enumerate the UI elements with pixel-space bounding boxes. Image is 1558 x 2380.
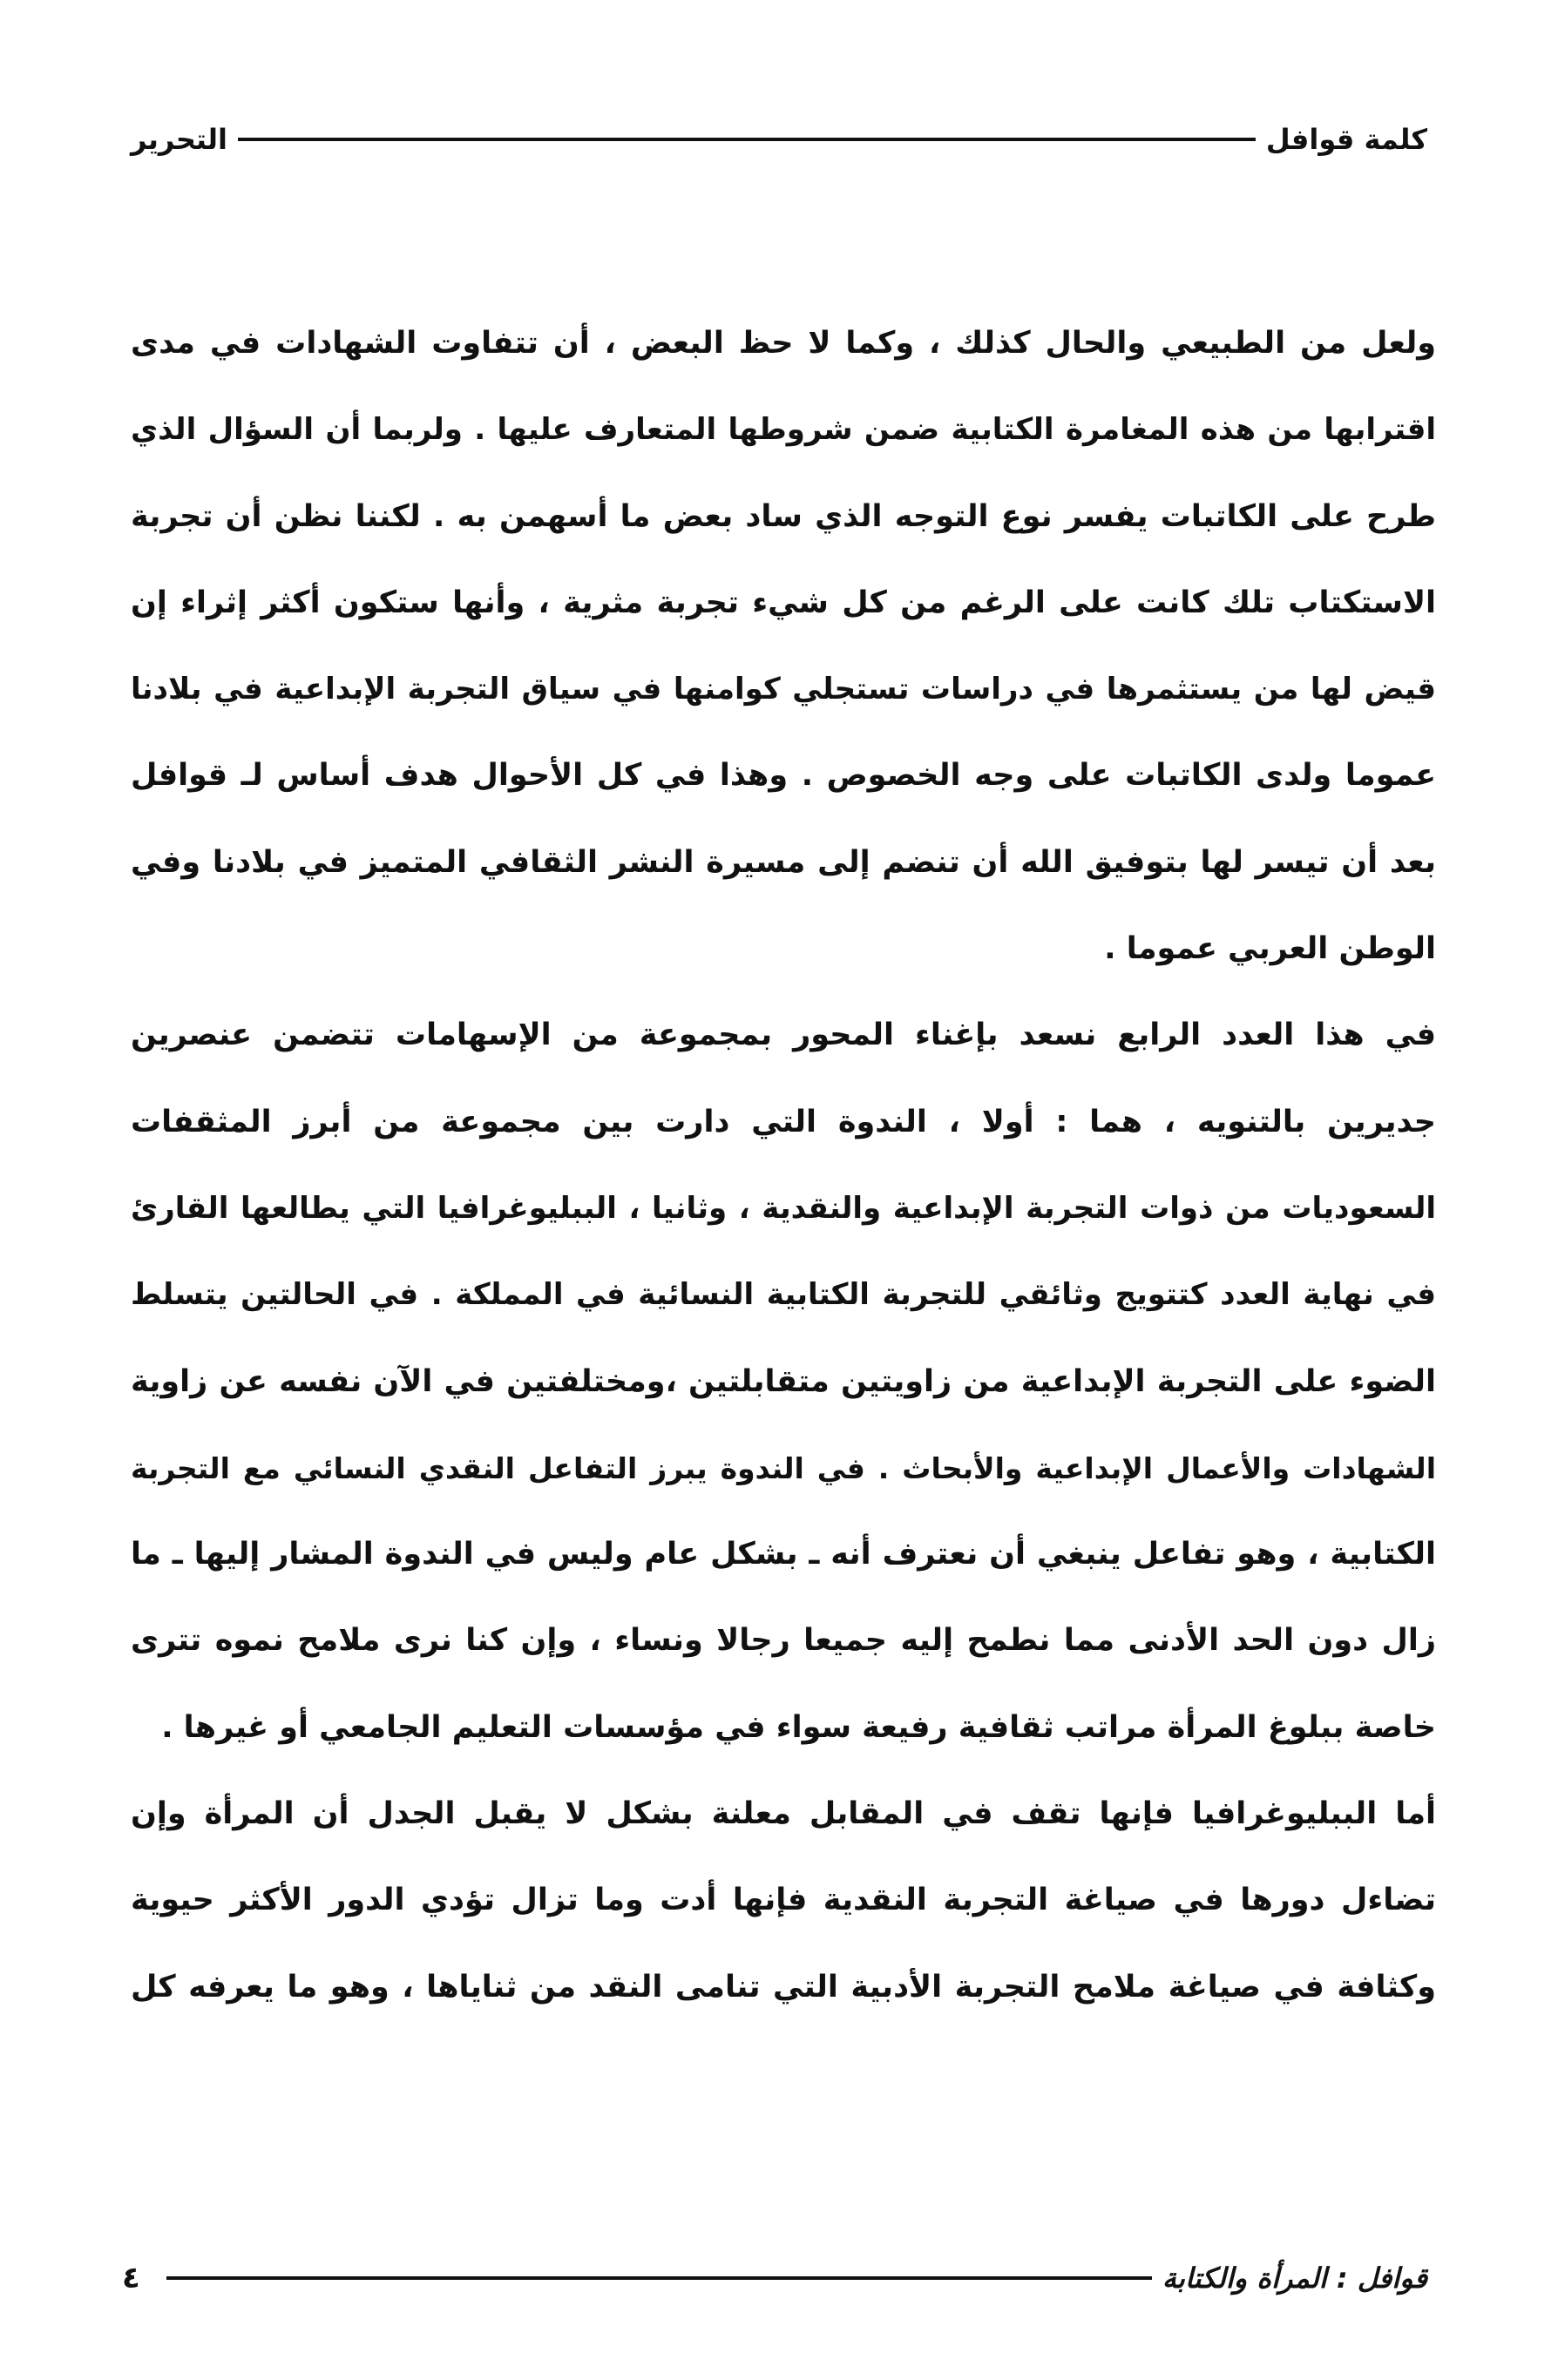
footer-journal-title: قوافل : المرأة والكتابة — [1162, 2262, 1427, 2295]
text-line: في نهاية العدد كتتويج وثائقي للتجربة الكتابية النسائية في المملكة . في الحالتين يتسلط — [131, 1277, 1436, 1313]
text-line-paragraph-end: خاصة ببلوغ المرأة مراتب ثقافية رفيعة سواء في مؤسسات التعليم الجامعي أو غيرها . — [161, 1709, 1436, 1745]
text-line: ولعل من الطبيعي والحال كذلك ، وكما لا حظ البعض ، أن تتفاوت الشهادات في مدى — [131, 326, 1436, 361]
running-footer — [122, 2252, 1427, 2304]
text-line: الضوء على التجربة الإبداعية من زاويتين متقابلتين ،ومختلفتين في الآن نفسه عن زاوية — [131, 1363, 1436, 1399]
text-line: الاستكتاب تلك كانت على الرغم من كل شيء تجربة مثرية ، وأنها ستكون أكثر إثراء إن — [131, 585, 1436, 620]
page-number: ٤ — [122, 2261, 140, 2295]
text-line: قيض لها من يستثمرها في دراسات تستجلي كوامنها في سياق التجربة الإبداعية في بلادنا — [131, 672, 1436, 707]
text-line: السعوديات من ذوات التجربة الإبداعية والنقدية ، وثانيا ، الببليوغرافيا التي يطالعها القارئ — [131, 1190, 1436, 1226]
header-rule — [238, 138, 1256, 141]
text-line: عموما ولدى الكاتبات على وجه الخصوص . وهذا في كل الأحوال هدف أساس لـ قوافل — [131, 758, 1436, 794]
text-line: في هذا العدد الرابع نسعد بإغناء المحور بمجموعة من الإسهامات تتضمن عنصرين — [131, 1018, 1436, 1053]
text-line: الكتابية ، وهو تفاعل ينبغي أن نعترف أنه ـ بشكل عام وليس في الندوة المشار إليها ـ ما — [131, 1537, 1436, 1572]
text-line: تضاءل دورها في صياغة التجربة النقدية فإنها أدت وما تزال تؤدي الدور الأكثر حيوية — [131, 1883, 1436, 1918]
text-line: اقترابها من هذه المغامرة الكتابية ضمن شروطها المتعارف عليها . ولربما أن السؤال الذي — [131, 412, 1436, 448]
body-text — [131, 301, 1436, 2031]
header-chapter-title: التحرير — [131, 123, 227, 156]
text-line: طرح على الكاتبات يفسر نوع التوجه الذي ساد بعض ما أسهمن به . لكننا نظن أن تجربة — [131, 498, 1436, 534]
text-line: وكثافة في صياغة ملامح التجربة الأدبية التي تنامى النقد من ثناياها ، وهو ما يعرفه كل — [131, 1969, 1436, 2005]
header-section-title: كلمة قوافل — [1265, 123, 1427, 156]
text-line: الشهادات والأعمال الإبداعية والأبحاث . في الندوة يبرز التفاعل النقدي النسائي مع التجربة — [131, 1450, 1436, 1485]
text-line: أما الببليوغرافيا فإنها تقف في المقابل معلنة بشكل لا يقبل الجدل أن المرأة وإن — [131, 1796, 1436, 1832]
running-header — [131, 113, 1427, 166]
footer-rule — [166, 2276, 1152, 2280]
text-line-paragraph-end: الوطن العربي عموما . — [1104, 931, 1436, 967]
text-line: زال دون الحد الأدنى مما نطمح إليه جميعا رجالا ونساء ، وإن كنا نرى ملامح نموه تترى — [131, 1623, 1436, 1659]
text-line: بعد أن تيسر لها بتوفيق الله أن تنضم إلى مسيرة النشر الثقافي المتميز في بلادنا وفي — [131, 844, 1436, 880]
text-line: جديرين بالتنويه ، هما : أولا ، الندوة التي دارت بين مجموعة من أبرز المثقفات — [131, 1104, 1436, 1139]
